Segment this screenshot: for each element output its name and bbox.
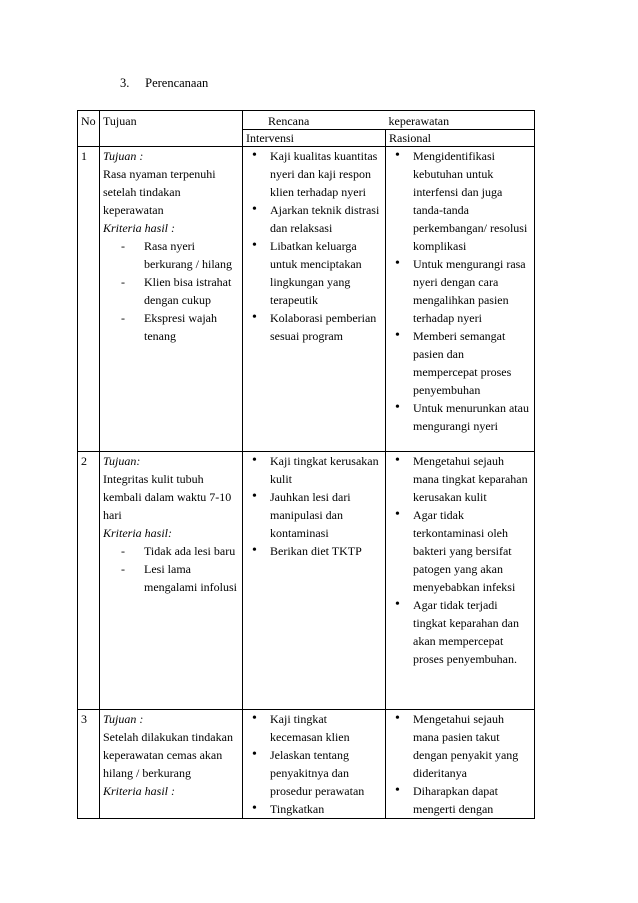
kriteria-label: Kriteria hasil:: [103, 526, 173, 540]
rasional-item: • Memberi semangat pasien dan mempercepat proses penyembuhan: [393, 327, 531, 399]
intervensi-item: • Kaji tingkat kecemasan klien: [250, 710, 382, 746]
intervensi-item: • Libatkan keluarga untuk menciptakan lingkungan yang terapeutik: [250, 237, 382, 309]
intervensi-cell: [243, 710, 386, 819]
header-row: [78, 111, 535, 130]
intervensi-list: [246, 710, 382, 818]
intervensi-cell: [243, 147, 386, 452]
intervensi-item: • Kaji kualitas kuantitas nyeri dan kaji respon klien terhadap nyeri: [250, 147, 382, 201]
header-rencana: Rencana: [268, 114, 310, 128]
kriteria-list: [103, 237, 239, 345]
tujuan-text: Integritas kulit tubuh kembali dalam waktu 7-10 hari: [103, 472, 232, 522]
intervensi-item: • Tingkatkan: [250, 800, 382, 818]
row-number: 1: [78, 147, 100, 452]
intervensi-item: • Jelaskan tentang penyakitnya dan prosedur perawatan: [250, 746, 382, 800]
intervensi-list: [246, 452, 382, 560]
tujuan-cell: [100, 452, 243, 710]
rasional-cell: [386, 147, 535, 452]
header-keperawatan: keperawatan: [386, 111, 535, 130]
header-no: No: [78, 111, 100, 147]
intervensi-content: [246, 710, 382, 818]
tujuan-label: Tujuan :: [103, 712, 144, 726]
intervensi-item: • Ajarkan teknik distrasi dan relaksasi: [250, 201, 382, 237]
kriteria-label: Kriteria hasil :: [103, 221, 176, 235]
table-row: [78, 452, 535, 710]
tujuan-cell: [100, 710, 243, 819]
intervensi-content: [246, 452, 382, 709]
rasional-item: • Untuk menurunkan atau mengurangi nyeri: [393, 399, 531, 435]
row-number: 2: [78, 452, 100, 710]
rasional-list: [389, 710, 531, 818]
section-heading: [120, 76, 208, 91]
rasional-content: [389, 147, 531, 451]
intervensi-item: • Berikan diet TKTP: [250, 542, 382, 560]
tujuan-label: Tujuan:: [103, 454, 141, 468]
kriteria-label: Kriteria hasil :: [103, 784, 176, 798]
rasional-list: [389, 452, 531, 668]
section-number: 3.: [120, 76, 130, 90]
intervensi-item: • Kolaborasi pemberian sesuai program: [250, 309, 382, 345]
rasional-item: • Mengetahui sejauh mana tingkat keparahan kerusakan kulit: [393, 452, 531, 506]
rasional-item: • Mengidentifikasi kebutuhan untuk interfensi dan juga tanda-tanda perkembangan/ resolusi komplikasi: [393, 147, 531, 255]
care-plan-table: [77, 110, 535, 819]
intervensi-cell: [243, 452, 386, 710]
row-number: 3: [78, 710, 100, 819]
header-intervensi: Intervensi: [243, 130, 386, 147]
kriteria-item: - Rasa nyeri berkurang / hilang: [121, 237, 239, 273]
rasional-content: [389, 710, 531, 818]
tujuan-text: Rasa nyaman terpenuhi setelah tindakan keperawatan: [103, 167, 216, 217]
rasional-list: [389, 147, 531, 435]
intervensi-item: • Jauhkan lesi dari manipulasi dan kontaminasi: [250, 488, 382, 542]
intervensi-list: [246, 147, 382, 345]
header-tujuan: Tujuan: [100, 111, 243, 147]
rasional-item: • Mengetahui sejauh mana pasien takut dengan penyakit yang dideritanya: [393, 710, 531, 782]
intervensi-content: [246, 147, 382, 451]
kriteria-item: - Lesi lama mengalami infolusi: [121, 560, 239, 596]
kriteria-list: [103, 542, 239, 596]
rasional-item: • Diharapkan dapat mengerti dengan: [393, 782, 531, 818]
table-row: [78, 710, 535, 819]
rasional-cell: [386, 452, 535, 710]
kriteria-item: - Ekspresi wajah tenang: [121, 309, 239, 345]
tujuan-content: [103, 452, 239, 709]
rasional-content: [389, 452, 531, 709]
kriteria-item: - Tidak ada lesi baru: [121, 542, 239, 560]
rasional-item: • Agar tidak terkontaminasi oleh bakteri yang bersifat patogen yang akan menyebabkan infeksi: [393, 506, 531, 596]
rasional-cell: [386, 710, 535, 819]
tujuan-content: [103, 710, 239, 818]
tujuan-text: Setelah dilakukan tindakan keperawatan cemas akan hilang / berkurang: [103, 730, 233, 780]
tujuan-cell: [100, 147, 243, 452]
intervensi-item: • Kaji tingkat kerusakan kulit: [250, 452, 382, 488]
rasional-item: • Agar tidak terjadi tingkat keparahan dan akan mempercepat proses penyembuhan.: [393, 596, 531, 668]
table-row: [78, 147, 535, 452]
header-rasional: Rasional: [386, 130, 535, 147]
kriteria-item: - Klien bisa istrahat dengan cukup: [121, 273, 239, 309]
header-rencana-cell: [243, 111, 386, 130]
rasional-item: • Untuk mengurangi rasa nyeri dengan cara mengalihkan pasien terhadap nyeri: [393, 255, 531, 327]
tujuan-label: Tujuan :: [103, 149, 144, 163]
section-title: Perencanaan: [145, 76, 209, 90]
tujuan-content: [103, 147, 239, 451]
